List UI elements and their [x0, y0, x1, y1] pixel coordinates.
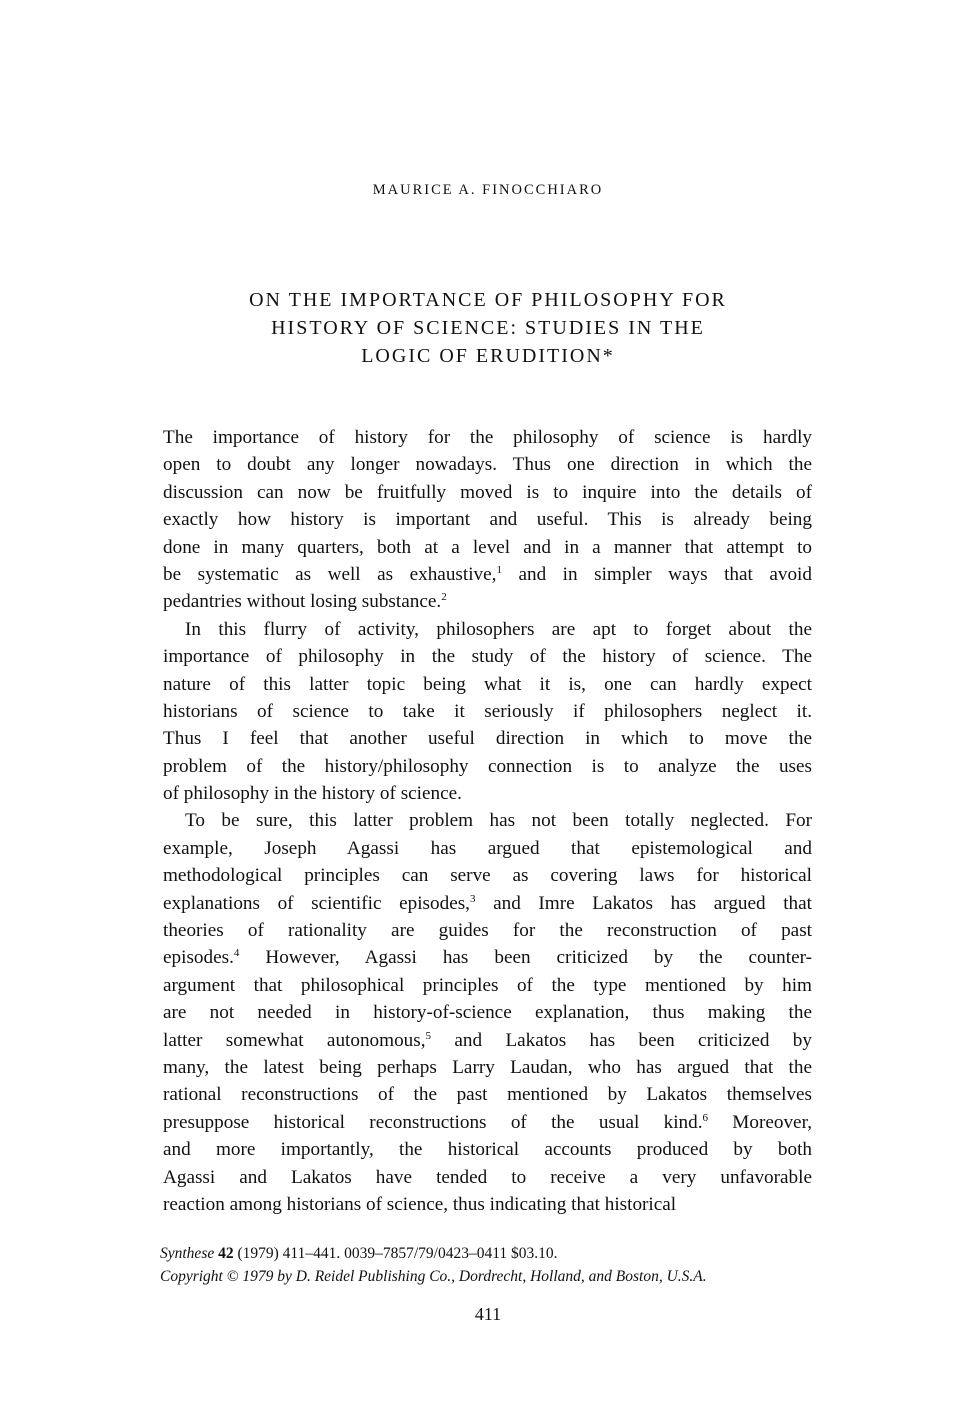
- paragraph-1: [163, 424, 812, 616]
- article-title: [0, 286, 976, 370]
- text-line: Thus I feel that another useful direction in which to move the: [163, 728, 812, 750]
- text-line: are not needed in history-of-science explanation, thus making the: [163, 1002, 812, 1024]
- footnote-marker: 6: [702, 1111, 709, 1124]
- footnote-marker: 2: [441, 591, 447, 604]
- text-line: latter somewhat autonomous,$^5$ and Lakatos has been criticized by: [163, 1029, 812, 1051]
- journal-name: Synthese: [160, 1245, 215, 1262]
- footnote-marker: 3: [469, 892, 476, 905]
- citation-details: (1979) 411–441. 0039–7857/79/0423–0411 $03.10.: [233, 1245, 558, 1262]
- footnote-marker: 1: [496, 563, 502, 576]
- text-line: argument that philosophical principles of the type mentioned by him: [163, 974, 812, 996]
- text-line: rational reconstructions of the past mentioned by Lakatos themselves: [163, 1084, 812, 1106]
- text-line: The importance of history for the philosophy of science is hardly: [163, 427, 812, 448]
- title-line: LOGIC OF ERUDITION*: [361, 345, 615, 367]
- author-name: MAURICE A. FINOCCHIARO: [372, 182, 604, 198]
- text-line: exactly how history is important and useful. This is already being: [163, 509, 812, 531]
- text-line: open to doubt any longer nowadays. Thus one direction in which the: [163, 454, 812, 476]
- text-line: Agassi and Lakatos have tended to receive a very unfavorable: [163, 1166, 812, 1188]
- article-body: [163, 424, 812, 1218]
- copyright-notice: Copyright © 1979 by D. Reidel Publishing Co., Dordrecht, Holland, and Boston, U.S.A.: [160, 1268, 707, 1285]
- text-line: episodes.$^4$ However, Agassi has been criticized by the counter-: [163, 947, 812, 969]
- text-line: importance of philosophy in the study of the history of science. The: [163, 646, 812, 668]
- journal-citation: [160, 1242, 707, 1265]
- text-line: of philosophy in the history of science.: [163, 783, 462, 805]
- title-line: ON THE IMPORTANCE OF PHILOSOPHY FOR: [249, 289, 727, 311]
- title-line: HISTORY OF SCIENCE: STUDIES IN THE: [271, 317, 705, 339]
- text-line: historians of science to take it seriously if philosophers neglect it.: [163, 700, 812, 722]
- publication-info: [160, 1242, 707, 1288]
- text-line: explanations of scientific episodes,$^3$ and Imre Lakatos has argued that: [163, 892, 812, 914]
- page-number: 411: [474, 1304, 502, 1324]
- footnote-marker: 5: [425, 1029, 432, 1042]
- journal-volume: 42: [218, 1245, 234, 1262]
- text-line: pedantries without losing substance.$^2$: [163, 591, 447, 613]
- text-line: discussion can now be fruitfully moved is to inquire into the details of: [163, 481, 812, 503]
- text-line: reaction among historians of science, thus indicating that historical: [163, 1193, 677, 1215]
- text-line: problem of the history/philosophy connection is to analyze the uses: [163, 755, 812, 777]
- text-line: and more importantly, the historical accounts produced by both: [163, 1139, 812, 1161]
- text-line: be systematic as well as exhaustive,$^1$ and in simpler ways that avoid: [163, 563, 812, 585]
- paragraph-3: [163, 807, 812, 1218]
- text-line: presuppose historical reconstructions of the usual kind.$^6$ Moreover,: [163, 1111, 812, 1133]
- text-line: done in many quarters, both at a level and in a manner that attempt to: [163, 536, 812, 558]
- text-line: In this flurry of activity, philosophers are apt to forget about the: [185, 618, 812, 640]
- text-line: theories of rationality are guides for the reconstruction of past: [163, 920, 812, 942]
- text-line: nature of this latter topic being what it is, one can hardly expect: [163, 673, 812, 695]
- text-line: many, the latest being perhaps Larry Laudan, who has argued that the: [163, 1056, 812, 1078]
- text-line: example, Joseph Agassi has argued that epistemological and: [163, 837, 812, 859]
- text-line: To be sure, this latter problem has not been totally neglected. For: [185, 810, 812, 832]
- text-line: methodological principles can serve as covering laws for historical: [163, 865, 812, 887]
- paragraph-2: [163, 616, 812, 808]
- footnote-marker: 4: [233, 947, 240, 960]
